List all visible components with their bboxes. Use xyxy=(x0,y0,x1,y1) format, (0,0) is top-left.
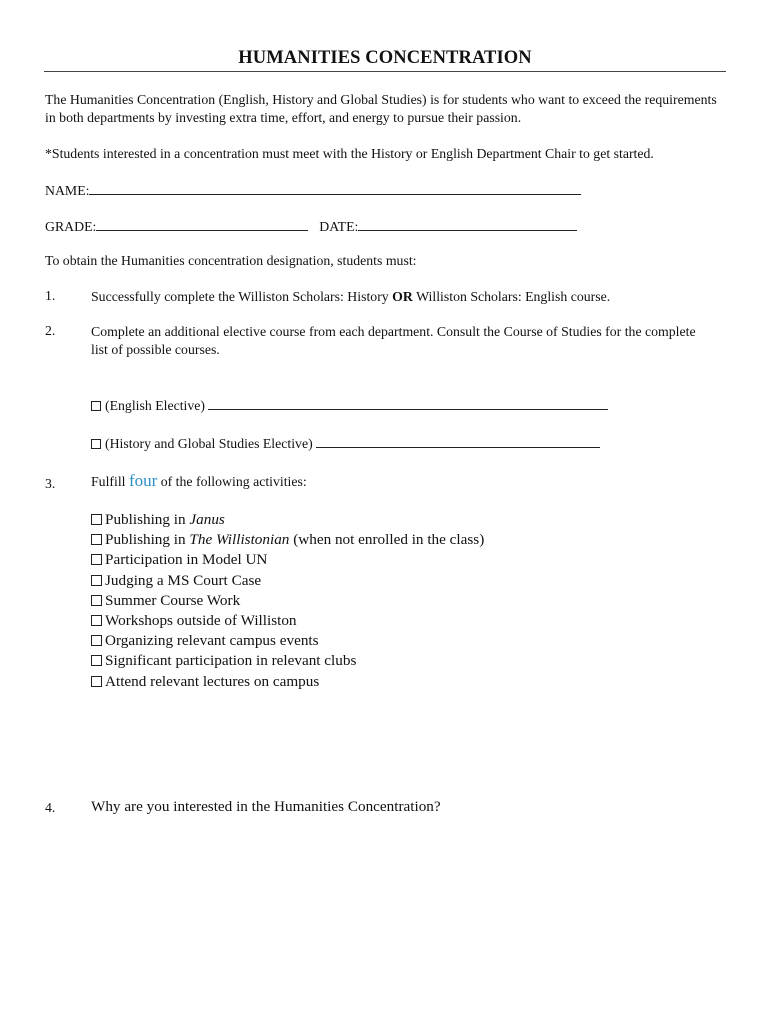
activity-label: Attend relevant lectures on campus xyxy=(105,672,320,690)
item-number-3: 3. xyxy=(45,476,56,491)
activity-checkbox[interactable] xyxy=(91,534,102,545)
activity-label-italic: The Willistonian xyxy=(189,531,290,549)
activity-checkbox[interactable] xyxy=(91,655,102,666)
activity-item xyxy=(91,550,484,570)
name-row xyxy=(45,181,725,200)
activity-label-italic: Janus xyxy=(189,511,225,528)
item-3-text xyxy=(91,472,711,491)
intro-paragraph: The Humanities Concentration (English, History and Global Studies) is for students who want to exceed the requirements in both departments by investing extra time, effort, and energy to pursue their passion. xyxy=(45,92,717,125)
item-4-question: Why are you interested in the Humanities Concentration? xyxy=(91,798,441,815)
item-1-text xyxy=(91,288,711,306)
item-number-2: 2. xyxy=(45,323,56,338)
obtain-text: To obtain the Humanities concentration designation, students must: xyxy=(45,253,417,268)
date-field[interactable] xyxy=(358,217,577,231)
activity-item xyxy=(91,672,484,692)
title-divider xyxy=(44,71,726,72)
item-2-text: Complete an additional elective course from each department. Consult the Course of Studies for the complete list of possible courses. xyxy=(91,324,696,357)
activity-label: Significant participation in relevant clubs xyxy=(105,652,357,670)
activity-item xyxy=(91,510,484,530)
grade-field[interactable] xyxy=(96,217,308,231)
page-title: HUMANITIES CONCENTRATION xyxy=(238,48,532,68)
item-number-1: 1. xyxy=(45,288,56,303)
activity-item xyxy=(91,591,484,611)
activity-item xyxy=(91,571,484,591)
item-3-text-before: Fulfill xyxy=(91,474,126,489)
activity-item xyxy=(91,651,484,671)
activity-checkbox[interactable] xyxy=(91,595,102,606)
activity-item xyxy=(91,530,484,550)
activity-label: Organizing relevant campus events xyxy=(105,632,319,650)
activities-list xyxy=(91,510,484,692)
activity-label: Workshops outside of Williston xyxy=(105,612,297,630)
activity-label-suffix: (when not enrolled in the class) xyxy=(293,531,485,549)
activity-label: Publishing in xyxy=(105,531,186,549)
activity-item xyxy=(91,611,484,631)
history-elective-checkbox[interactable] xyxy=(91,439,101,449)
activity-label: Judging a MS Court Case xyxy=(105,571,262,589)
activity-checkbox[interactable] xyxy=(91,575,102,586)
item-3-text-after: of the following activities: xyxy=(160,474,307,489)
activity-label: Participation in Model UN xyxy=(105,551,268,569)
name-label: NAME: xyxy=(45,183,90,198)
english-elective-row xyxy=(91,396,711,415)
english-elective-checkbox[interactable] xyxy=(91,401,101,411)
activity-label: Summer Course Work xyxy=(105,591,241,609)
item-1-emphasis: OR xyxy=(392,289,413,304)
activity-checkbox[interactable] xyxy=(91,635,102,646)
name-field[interactable] xyxy=(89,181,581,195)
grade-label: GRADE: xyxy=(45,219,97,234)
activity-item xyxy=(91,631,484,651)
date-label: DATE: xyxy=(319,219,359,234)
note-paragraph: *Students interested in a concentration must meet with the History or English Department Chair to get started. xyxy=(45,146,654,161)
activity-checkbox[interactable] xyxy=(91,615,102,626)
history-elective-label: (History and Global Studies Elective) xyxy=(105,436,313,451)
history-elective-row xyxy=(91,434,711,453)
activity-checkbox[interactable] xyxy=(91,554,102,565)
grade-date-row xyxy=(45,217,725,236)
item-1-text-before: Successfully complete the Williston Scholars: History xyxy=(91,289,389,304)
english-elective-label: (English Elective) xyxy=(105,398,205,413)
item-1-text-after: Williston Scholars: English course. xyxy=(416,289,611,304)
activity-checkbox[interactable] xyxy=(91,676,102,687)
activity-label: Publishing in xyxy=(105,511,186,528)
history-elective-field[interactable] xyxy=(316,434,600,448)
item-3-highlight: four xyxy=(128,471,158,490)
item-number-4: 4. xyxy=(45,800,56,815)
english-elective-field[interactable] xyxy=(208,396,608,410)
activity-checkbox[interactable] xyxy=(91,514,102,525)
